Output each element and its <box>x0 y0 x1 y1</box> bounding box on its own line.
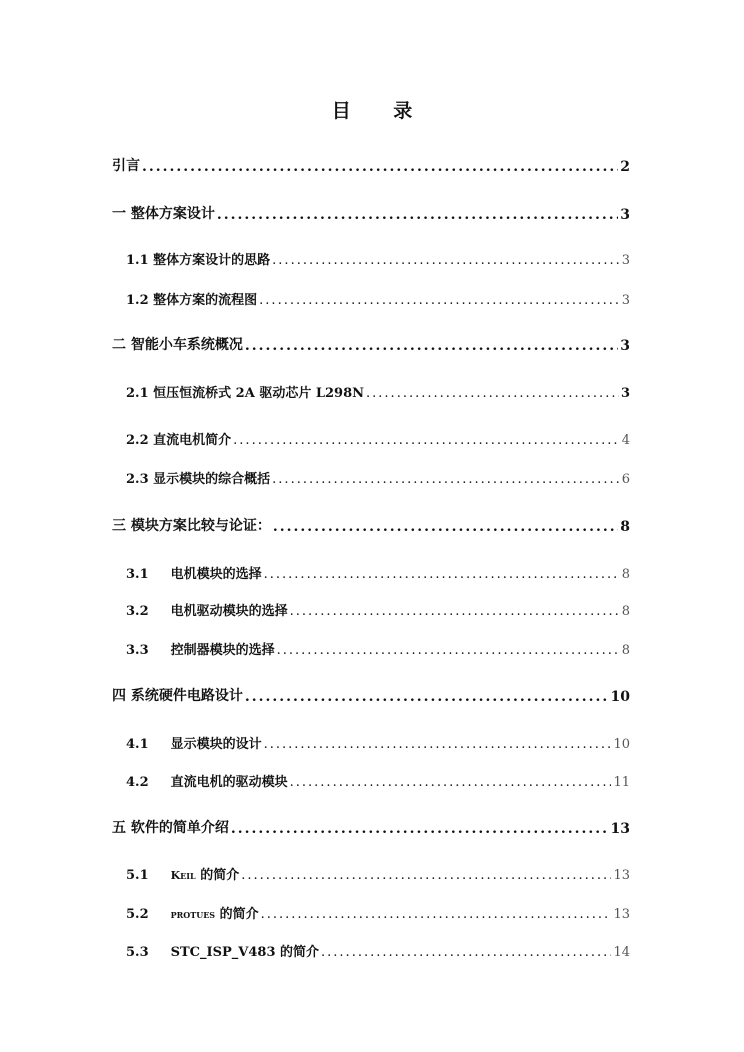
toc-dot-leader <box>217 207 618 223</box>
toc-dot-leader <box>272 253 620 268</box>
toc-page-number: 11 <box>613 775 630 790</box>
toc-page-number: 14 <box>613 945 630 960</box>
toc-entry-label: 的简介 <box>200 868 240 883</box>
toc-dot-leader <box>321 945 611 960</box>
toc-entry-number: 4.2 <box>126 775 149 790</box>
toc-entry-software-name: Keil <box>170 869 196 882</box>
toc-entry-2-2[interactable] <box>126 426 630 448</box>
toc-page-number: 8 <box>620 519 630 535</box>
toc-entry-number: 3.2 <box>126 604 149 619</box>
toc-dot-leader <box>233 433 620 448</box>
toc-dot-leader <box>264 567 620 582</box>
toc-entry-chapter-3[interactable] <box>112 513 630 535</box>
toc-entry-5-2[interactable] <box>126 900 630 922</box>
toc-entry-number: 二 <box>112 337 126 353</box>
toc-entry-label: 直流电机的驱动模块 <box>170 775 288 790</box>
toc-entry-2-1[interactable] <box>126 379 630 401</box>
toc-entry-label: 系统硬件电路设计 <box>130 688 243 704</box>
toc-entry-number: 5.1 <box>126 868 149 883</box>
toc-page-number: 6 <box>621 472 630 487</box>
toc-entry-chapter-5[interactable] <box>112 815 630 837</box>
toc-entry-chapter-2[interactable] <box>112 332 630 354</box>
toc-entry-intro[interactable] <box>112 153 630 175</box>
toc-dot-leader <box>261 907 612 922</box>
toc-entry-4-1[interactable] <box>126 730 630 752</box>
toc-dot-leader <box>290 775 612 790</box>
toc-page-number: 3 <box>621 253 630 268</box>
toc-page-number: 3 <box>620 386 630 401</box>
toc-dot-leader <box>231 821 609 837</box>
toc-entry-label: 控制器模块的选择 <box>170 643 275 658</box>
toc-entry-4-2[interactable] <box>126 768 630 790</box>
toc-entry-3-3[interactable] <box>126 636 630 658</box>
toc-entry-number: 三 <box>112 518 126 534</box>
toc-entry-number: 3.1 <box>126 567 149 582</box>
toc-dot-leader <box>241 868 611 883</box>
toc-page-number: 3 <box>620 207 630 223</box>
toc-dot-leader <box>259 293 620 308</box>
toc-entry-chapter-1[interactable] <box>112 201 630 223</box>
toc-page-number: 8 <box>621 567 630 582</box>
toc-entry-number: 四 <box>112 688 126 704</box>
toc-entry-label: 整体方案设计的思路 <box>153 253 271 268</box>
toc-entry-number: 3.3 <box>126 643 149 658</box>
toc-entry-number: 5.3 <box>126 945 149 960</box>
toc-entry-label: 智能小车系统概况 <box>130 337 243 353</box>
toc-page-number: 2 <box>620 159 630 175</box>
toc-entry-label: 引言 <box>112 158 140 174</box>
toc-page-number: 10 <box>613 737 630 752</box>
toc-dot-leader <box>245 338 618 354</box>
toc-entry-2-3[interactable] <box>126 465 630 487</box>
toc-entry-software-name: protues <box>170 908 216 921</box>
toc-entry-3-2[interactable] <box>126 597 630 619</box>
toc-entry-1-2[interactable] <box>126 286 630 308</box>
toc-entry-number: 2.3 <box>126 472 149 487</box>
toc-entry-label: 电机驱动模块的选择 <box>170 604 288 619</box>
toc-entry-1-1[interactable] <box>126 246 630 268</box>
toc-entry-label: 恒压恒流桥式 2A 驱动芯片 L298N <box>153 386 365 401</box>
toc-dot-leader <box>245 689 609 705</box>
toc-entry-number: 1.2 <box>126 293 149 308</box>
toc-entry-label: 显示模块的综合概括 <box>153 472 271 487</box>
toc-entry-label: 的简介 <box>219 907 259 922</box>
toc-page-number: 8 <box>621 643 630 658</box>
toc-entry-label: STC_ISP_V483 的简介 <box>170 945 320 960</box>
toc-entry-number: 一 <box>112 206 126 222</box>
toc-dot-leader <box>277 643 620 658</box>
toc-entry-label: 电机模块的选择 <box>170 567 262 582</box>
toc-dot-leader <box>264 737 612 752</box>
toc-page-number: 4 <box>621 433 630 448</box>
toc-entry-5-1[interactable] <box>126 861 630 883</box>
toc-entry-label: 模块方案比较与论证： <box>130 518 271 534</box>
toc-entry-number: 4.1 <box>126 737 149 752</box>
toc-page-number: 13 <box>610 821 630 837</box>
toc-page-number: 13 <box>613 868 630 883</box>
toc-page-number: 3 <box>620 338 630 354</box>
toc-entry-label: 整体方案的流程图 <box>153 293 258 308</box>
page-title: 目 录 <box>331 100 431 122</box>
toc-page-number: 10 <box>610 689 630 705</box>
toc-page-number: 3 <box>621 293 630 308</box>
toc-entry-number: 2.1 <box>126 386 149 401</box>
toc-entry-label: 直流电机简介 <box>153 433 232 448</box>
toc-entry-label: 软件的简单介绍 <box>130 820 229 836</box>
toc-dot-leader <box>366 386 619 401</box>
toc-dot-leader <box>273 519 618 535</box>
toc-entry-number: 1.1 <box>126 253 149 268</box>
toc-entry-5-3[interactable] <box>126 938 630 960</box>
toc-entry-number: 5.2 <box>126 907 149 922</box>
toc-entry-label: 显示模块的设计 <box>170 737 262 752</box>
toc-dot-leader <box>142 159 618 175</box>
toc-entry-3-1[interactable] <box>126 560 630 582</box>
toc-dot-leader <box>272 472 620 487</box>
toc-entry-number: 五 <box>112 820 126 836</box>
toc-page-number: 8 <box>621 604 630 619</box>
toc-entry-number: 2.2 <box>126 433 149 448</box>
toc-entry-label: 整体方案设计 <box>130 206 215 222</box>
toc-page-number: 13 <box>613 907 630 922</box>
toc-entry-chapter-4[interactable] <box>112 683 630 705</box>
toc-dot-leader <box>290 604 620 619</box>
